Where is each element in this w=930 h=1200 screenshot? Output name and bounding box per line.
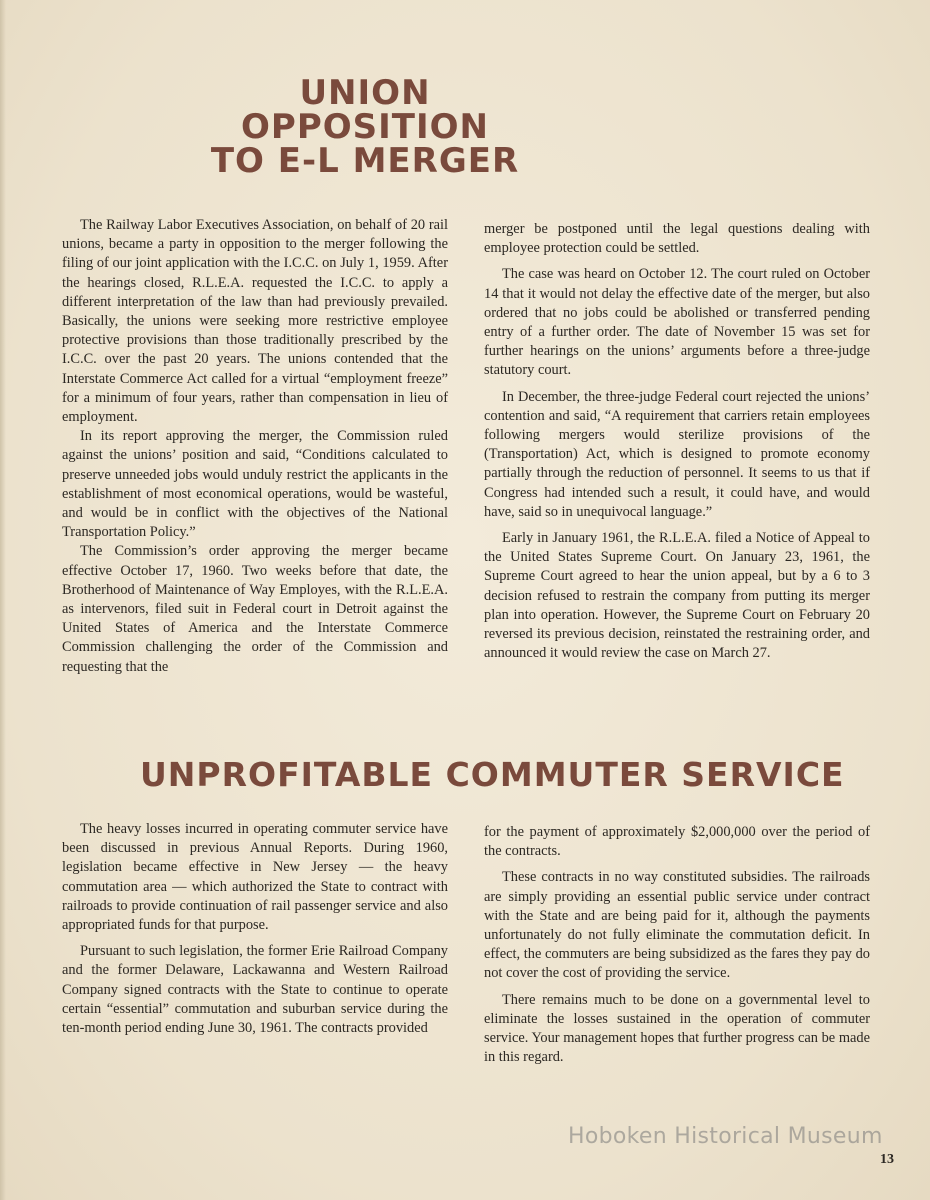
- paragraph: The case was heard on October 12. The court ruled on October 14 that it would not delay the effective date of the merger, but also ordered that no jobs could be abolished or transferred pending entry of a further order. The date of November 15 was set for further hearings on the unions’ arguments before a three-judge statutory court.: [484, 266, 870, 379]
- section-1-right-column: [484, 220, 870, 663]
- paragraph: In its report approving the merger, the Commission ruled against the unions’ position and said, “Conditions calculated to preserve unneeded jobs would unduly restrict the applicants in the establishment of most economical operations, would be wasteful, and would be in conflict with the objectives of the National Transportation Policy.”: [62, 428, 448, 541]
- section-1-left-column: [62, 216, 448, 677]
- title-line-1: UNION OPPOSITION: [241, 73, 489, 147]
- paragraph: Pursuant to such legislation, the former Erie Railroad Company and the former Delaware, Lackawanna and Western Railroad Company signed contracts with the State to continue to operate certain “essential” commutation and suburban service during the ten-month period ending June 30, 1961. The contracts provided: [62, 943, 448, 1037]
- section-2-right-column: [484, 823, 870, 1067]
- paragraph: There remains much to be done on a governmental level to eliminate the losses sustained in the operation of commuter service. Your management hopes that further progress can be made in this regard.: [484, 991, 870, 1066]
- paragraph-continued: for the payment of approximately $2,000,000 over the period of the contracts.: [484, 824, 870, 860]
- section-title-union-opposition: [180, 73, 550, 181]
- museum-watermark: Hoboken Historical Museum: [568, 1124, 883, 1149]
- paragraph: In December, the three-judge Federal court rejected the unions’ contention and said, “A requirement that carriers retain employees following mergers would sterilize provisions of the (Transportation) Act, which is designed to promote economy partially through the reduction of personnel. It seems to us that if Congress had intended such a result, it could have, and would have, said so in unequivocal language.”: [484, 388, 870, 520]
- page-number: 13: [880, 1152, 894, 1167]
- paragraph: These contracts in no way constituted subsidies. The railroads are simply providing an essential public service under contract with the State and are being paid for it, although the payments unfortunately do not fully eliminate the commutation deficit. In effect, the commuters are being subsidized as the fares they pay do not cover the cost of providing the service.: [484, 869, 870, 982]
- paragraph: The Railway Labor Executives Association, on behalf of 20 rail unions, became a party in opposition to the merger following the filing of our joint application with the I.C.C. on July 1, 1959. After the hearings closed, R.L.E.A. requested the I.C.C. to apply a different interpretation of the law than had previously prevailed. Basically, the unions were seeking more restrictive employee protective provisions than those traditionally prescribed by the I.C.C. over the past 20 years. The unions contended that the Interstate Commerce Act called for a virtual “employment freeze” for a minimum of four years, rather than compensation in lieu of employment.: [62, 217, 448, 426]
- paragraph: The heavy losses incurred in operating commuter service have been discussed in previous Annual Reports. During 1960, legislation became effective in New Jersey — the heavy commutation area — which authorized the State to contract with railroads to provide continuation of rail passenger service and also appropriated funds for that purpose.: [62, 821, 448, 934]
- paragraph-continued: merger be postponed until the legal questions dealing with employee protection could be settled.: [484, 221, 870, 257]
- title-line-2: TO E-L MERGER: [210, 141, 520, 181]
- page-edge-shadow: [0, 0, 6, 1200]
- paragraph: Early in January 1961, the R.L.E.A. filed a Notice of Appeal to the United States Supreme Court. On January 23, 1961, the Supreme Court agreed to hear the union appeal, but by a 6 to 3 decision refused to restrain the company from putting its merger plan into operation. However, the Supreme Court on February 20 reversed its previous decision, reinstated the restraining order, and announced it would review the case on March 27.: [484, 530, 870, 662]
- section-title-commuter-service: UNPROFITABLE COMMUTER SERVICE: [140, 755, 845, 794]
- paragraph: The Commission’s order approving the merger became effective October 17, 1960. Two weeks before that date, the Brotherhood of Maintenance of Way Employes, with the R.L.E.A. as intervenors, filed suit in Federal court in Detroit against the United States of America and the Interstate Commerce Commission challenging the order of the Commission and requesting that the: [62, 543, 448, 675]
- section-2-left-column: [62, 820, 448, 1038]
